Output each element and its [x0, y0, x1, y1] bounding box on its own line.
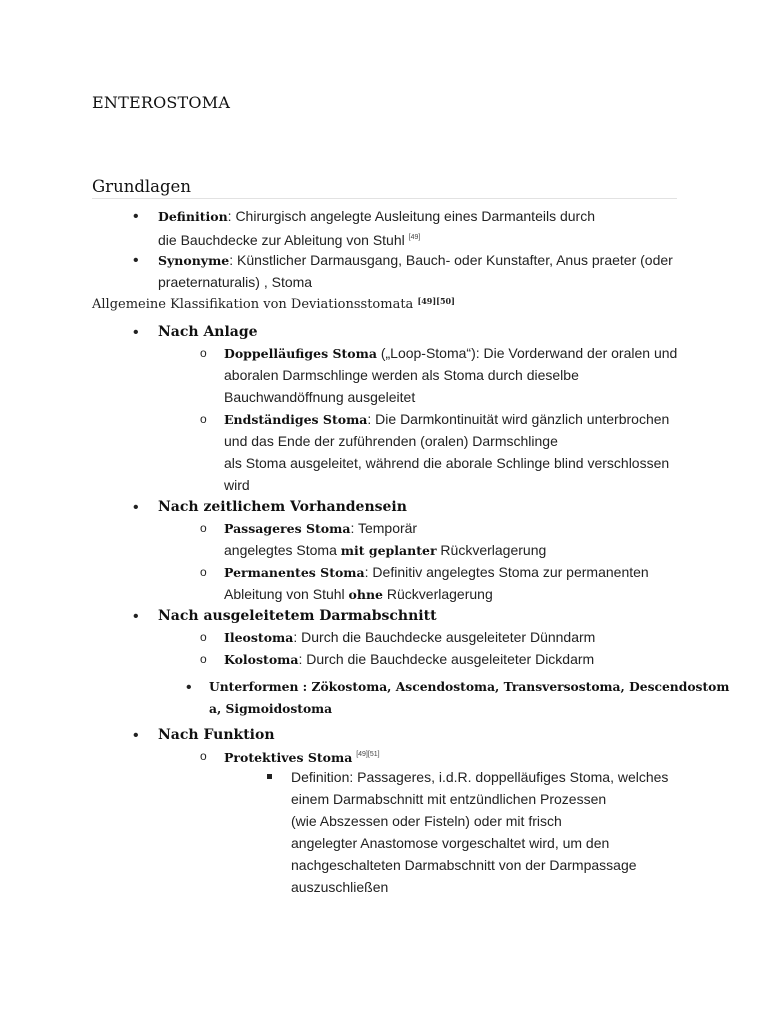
perm-line-2 — [224, 583, 493, 606]
protektiv-ref[interactable]: [49][51] — [356, 751, 380, 758]
bullet-icon: • — [133, 727, 139, 744]
definition-text-2: die Bauchdecke zur Ableitung von Stuhl — [158, 232, 405, 248]
perm-label: Permanentes Stoma — [224, 565, 365, 580]
bullet-icon: • — [133, 608, 139, 625]
end-line-3: als Stoma ausgeleitet, während die aborale Schlinge blind verschlossen — [224, 455, 670, 471]
definition-line-2 — [158, 227, 420, 251]
klassifikation-heading — [92, 296, 455, 312]
perm-text-pre: Ableitung von Stuhl — [224, 586, 349, 602]
unterformen-line-1: Unterformen : Zökostoma, Ascendostoma, Transversostoma, Descendostom — [209, 679, 730, 694]
synonyme-line — [158, 249, 673, 272]
group-label-zeitlich: Nach zeitlichem Vorhandensein — [158, 499, 407, 515]
circle-bullet-icon: o — [200, 652, 207, 666]
unterformen-line-2: a, Sigmoidostoma — [209, 701, 333, 716]
end-label: Endständiges Stoma — [224, 412, 368, 427]
protektiv-def-line-5: nachgeschalteten Darmabschnitt von der Darmpassage — [291, 857, 637, 873]
doppel-line-2: aboralen Darmschlinge werden als Stoma durch dieselbe — [224, 367, 579, 383]
definition-line — [158, 205, 595, 228]
protektiv-def-line-2: einem Darmabschnitt mit entzündlichen Prozessen — [291, 791, 607, 807]
kolo-label: Kolostoma — [224, 652, 299, 667]
group-label-abschnitt: Nach ausgeleitetem Darmabschnitt — [158, 608, 437, 624]
end-line-2: und das Ende der zuführenden (oralen) Darmschlinge — [224, 433, 558, 449]
passager-text: : Temporär — [350, 520, 418, 536]
section-divider — [92, 198, 677, 199]
circle-bullet-icon: o — [200, 412, 207, 426]
definition-label: Definition — [158, 209, 228, 224]
definition-text: : Chirurgisch angelegte Ausleitung eines Darmanteils durch — [227, 208, 595, 224]
passager-text-pre: angelegtes Stoma — [224, 542, 341, 558]
end-line-4: wird — [224, 477, 250, 493]
kolo-text: : Durch die Bauchdecke ausgeleiteter Dickdarm — [298, 651, 595, 667]
document-title: ENTEROSTOMA — [92, 93, 231, 112]
klassifikation-ref[interactable]: [49][50] — [417, 296, 455, 306]
kolo-line — [224, 648, 594, 671]
protektiv-label: Protektives Stoma — [224, 750, 353, 765]
circle-bullet-icon: o — [200, 346, 207, 360]
perm-line-1 — [224, 561, 649, 584]
end-line-1 — [224, 408, 669, 431]
doppel-line-3: Bauchwandöffnung ausgeleitet — [224, 389, 416, 405]
circle-bullet-icon: o — [200, 630, 207, 644]
synonyme-text: : Künstlicher Darmausgang, Bauch- oder Kunstafter, Anus praeter (oder — [229, 252, 673, 268]
bullet-icon: • — [133, 252, 139, 269]
doppel-text: („Loop-Stoma“): Die Vorderwand der oralen und — [376, 345, 678, 361]
ileo-label: Ileostoma — [224, 630, 294, 645]
doppel-line-1 — [224, 342, 677, 365]
group-label-funktion: Nach Funktion — [158, 727, 275, 743]
protektiv-def-line-6: auszuschließen — [291, 879, 389, 895]
bullet-icon: • — [133, 499, 139, 516]
end-text: : Die Darmkontinuität wird gänzlich unterbrochen — [367, 411, 670, 427]
passager-emphasis: mit geplanter — [340, 543, 437, 558]
perm-text: : Definitiv angelegtes Stoma zur permanenten — [364, 564, 649, 580]
passager-label: Passageres Stoma — [224, 521, 351, 536]
definition-ref[interactable]: [49] — [408, 234, 421, 241]
passager-text-post: Rückverlagerung — [436, 542, 547, 558]
passager-line-2 — [224, 539, 546, 562]
square-bullet-icon — [267, 774, 272, 779]
klassifikation-heading-text: Allgemeine Klassifikation von Deviationsstomata — [92, 297, 414, 312]
perm-emphasis: ohne — [348, 587, 383, 602]
section-heading-grundlagen: Grundlagen — [92, 177, 191, 196]
protektiv-def-line-4: angelegter Anastomose vorgeschaltet wird, um den — [291, 835, 610, 851]
synonyme-label: Synonyme — [158, 253, 230, 268]
ileo-text: : Durch die Bauchdecke ausgeleiteter Dünndarm — [293, 629, 596, 645]
group-label-anlage: Nach Anlage — [158, 324, 258, 340]
perm-text-post: Rückverlagerung — [383, 586, 493, 602]
synonyme-line-2: praeternaturalis) , Stoma — [158, 274, 313, 290]
circle-bullet-icon: o — [200, 521, 207, 535]
doppel-label: Doppelläufiges Stoma — [224, 346, 377, 361]
circle-bullet-icon: o — [200, 565, 207, 579]
passager-line-1 — [224, 517, 417, 540]
protektiv-def-line-3: (wie Abszessen oder Fisteln) oder mit frisch — [291, 813, 562, 829]
circle-bullet-icon: o — [200, 749, 207, 763]
ileo-line — [224, 626, 595, 649]
bullet-icon: • — [133, 208, 139, 225]
protektiv-def-line-1: Definition: Passageres, i.d.R. doppelläufiges Stoma, welches — [291, 769, 669, 785]
bullet-icon: • — [133, 324, 139, 341]
bullet-icon: • — [186, 679, 192, 696]
